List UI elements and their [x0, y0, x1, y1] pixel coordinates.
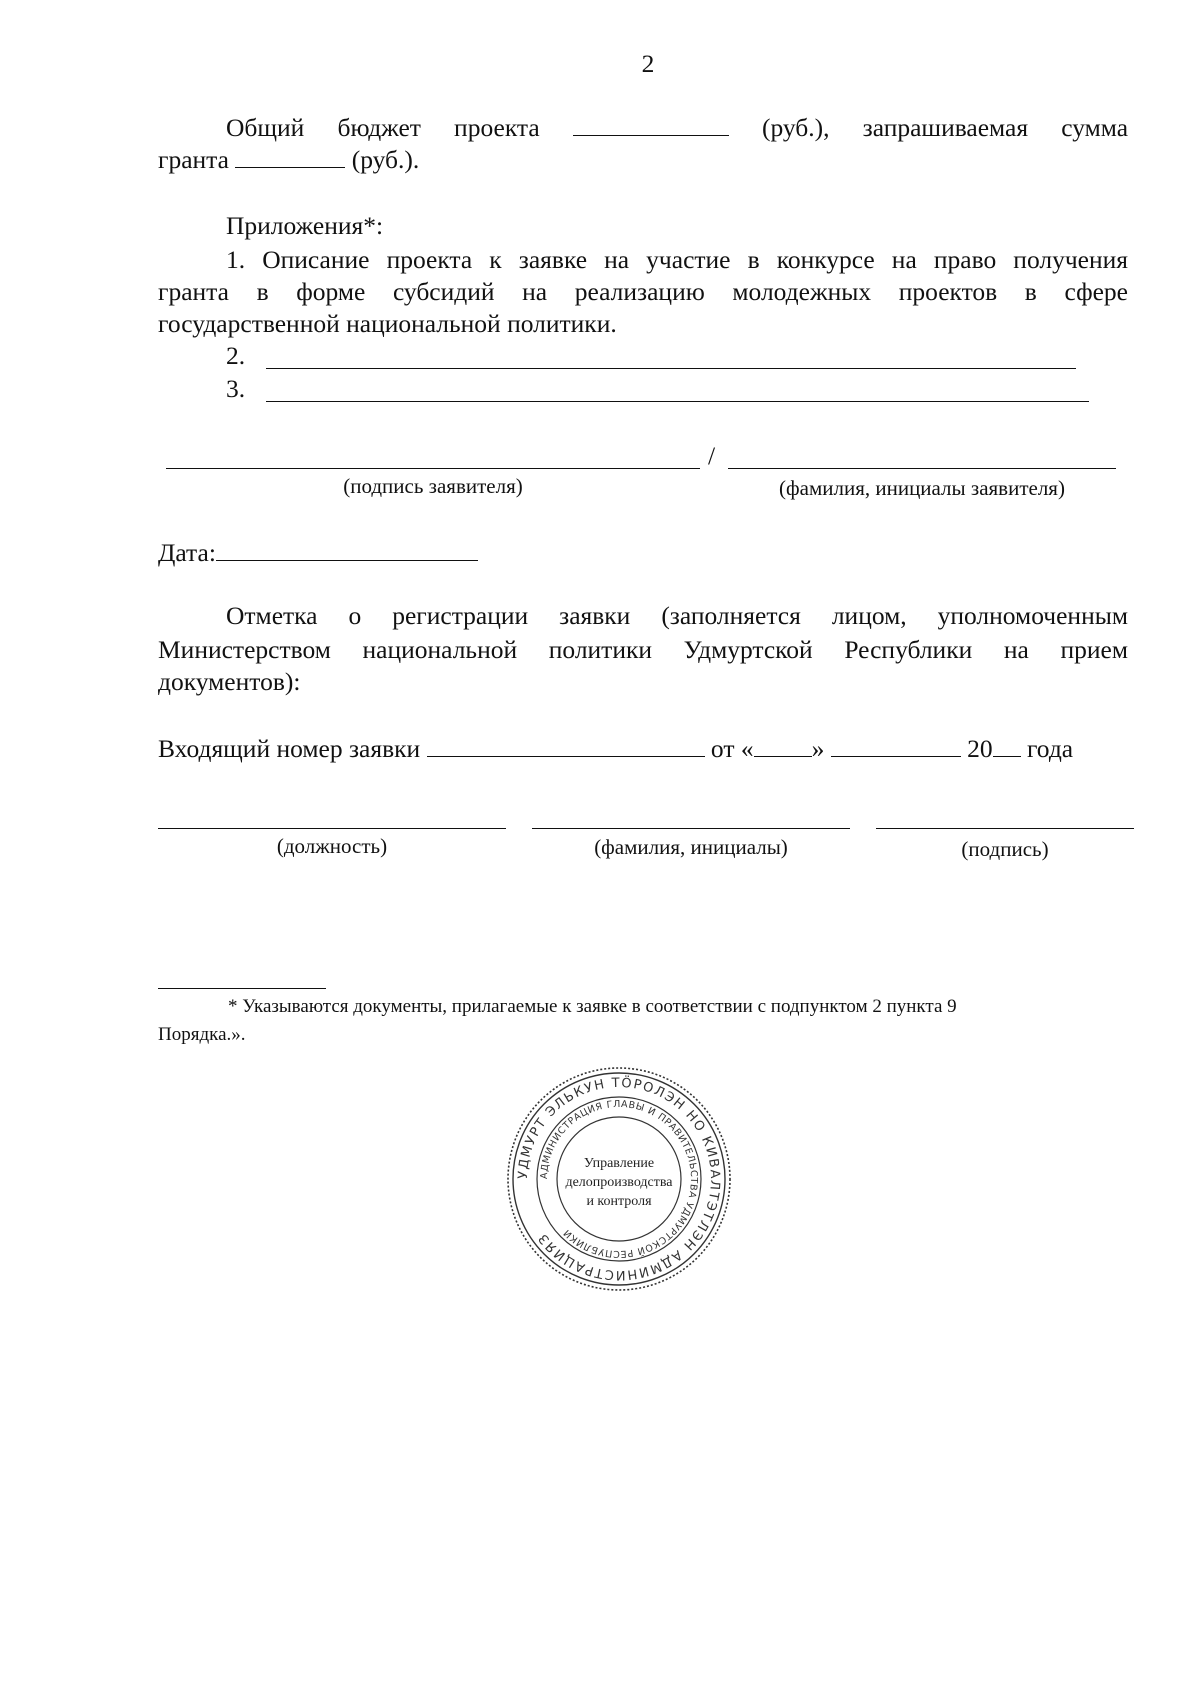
official-name-line[interactable]: [532, 828, 850, 829]
attachment-item-3-number: 3.: [226, 374, 246, 403]
budget-label: Общий бюджет проекта: [226, 113, 540, 142]
budget-total-blank[interactable]: [573, 111, 729, 136]
applicant-name-caption: (фамилия, инициалы заявителя): [779, 476, 1065, 500]
applicant-signature-caption: (подпись заявителя): [343, 474, 523, 498]
attachment-item-1-line-3: государственной национальной политики.: [158, 309, 617, 338]
grant-amount-label: (руб.), запрашиваемая сумма: [761, 113, 1129, 142]
applicant-signature-line[interactable]: [166, 468, 700, 469]
applicant-name-line[interactable]: [728, 468, 1116, 469]
quote-close: »: [811, 734, 825, 763]
registration-line-2: Министерством национальной политики Удмуртской Республики на прием: [158, 635, 1128, 664]
grant-label: гранта: [158, 145, 229, 174]
attachments-heading: Приложения*:: [226, 211, 384, 240]
attachment-item-2-blank[interactable]: [266, 368, 1076, 369]
date-blank[interactable]: [216, 536, 478, 561]
official-seal: [506, 1066, 732, 1292]
registration-line-1: Отметка о регистрации заявки (заполняется лицом, уполномоченным: [226, 601, 1128, 630]
registration-line-3: документов):: [158, 667, 301, 696]
day-blank[interactable]: [754, 732, 812, 757]
seal-inner-ring-text: АДМИНИСТРАЦИЯ ГЛАВЫ И ПРАВИТЕЛЬСТВА УДМУРТСКОЙ РЕСПУБЛИКИ: [538, 1098, 700, 1260]
footnote-separator: [158, 988, 326, 989]
attachment-item-1-line-2: гранта в форме субсидий на реализацию молодежных проектов в сфере: [158, 277, 1128, 306]
date-row: [158, 536, 478, 569]
grant-amount-blank[interactable]: [235, 143, 345, 168]
incoming-number-blank[interactable]: [427, 732, 705, 757]
from-label: от «: [710, 734, 754, 763]
footnote-line-2: Порядка.».: [158, 1024, 246, 1045]
page-number: 2: [641, 49, 655, 78]
attachment-item-3-blank[interactable]: [266, 401, 1089, 402]
signature-slash: /: [708, 441, 716, 470]
date-label: Дата:: [158, 538, 216, 567]
month-blank[interactable]: [831, 732, 961, 757]
attachment-item-2-number: 2.: [226, 341, 246, 370]
year-prefix: 20: [967, 734, 993, 763]
footnote-line-1: * Указываются документы, прилагаемые к заявке в соответствии с подпунктом 2 пункта 9: [228, 996, 957, 1017]
incoming-number-label: Входящий номер заявки: [158, 734, 421, 763]
position-line[interactable]: [158, 828, 506, 829]
grant-currency-label: (руб.).: [351, 145, 420, 174]
budget-line-1: [158, 111, 1128, 144]
seal-center-line-1: Управление: [583, 1156, 655, 1171]
budget-line-2: [158, 143, 419, 176]
seal-center-line-2: делопроизводства: [565, 1175, 673, 1190]
incoming-number-row: [158, 732, 1073, 765]
seal-center-line-3: и контроля: [586, 1194, 652, 1209]
position-caption: (должность): [276, 834, 388, 858]
year-blank[interactable]: [993, 732, 1021, 757]
official-name-caption: (фамилия, инициалы): [594, 835, 788, 859]
official-signature-caption: (подпись): [961, 837, 1049, 861]
seal-outer-ring-text: УДМУРТ ЭЛЬКУН ТӦРОЛЭН НО КИВАЛТЭТЛЭН АДМИНИСТРАЦИЯЗ: [515, 1075, 723, 1283]
attachment-item-1-line-1: 1. Описание проекта к заявке на участие в конкурсе на право получения: [226, 245, 1128, 274]
official-signature-line[interactable]: [876, 828, 1134, 829]
year-suffix: года: [1026, 734, 1074, 763]
